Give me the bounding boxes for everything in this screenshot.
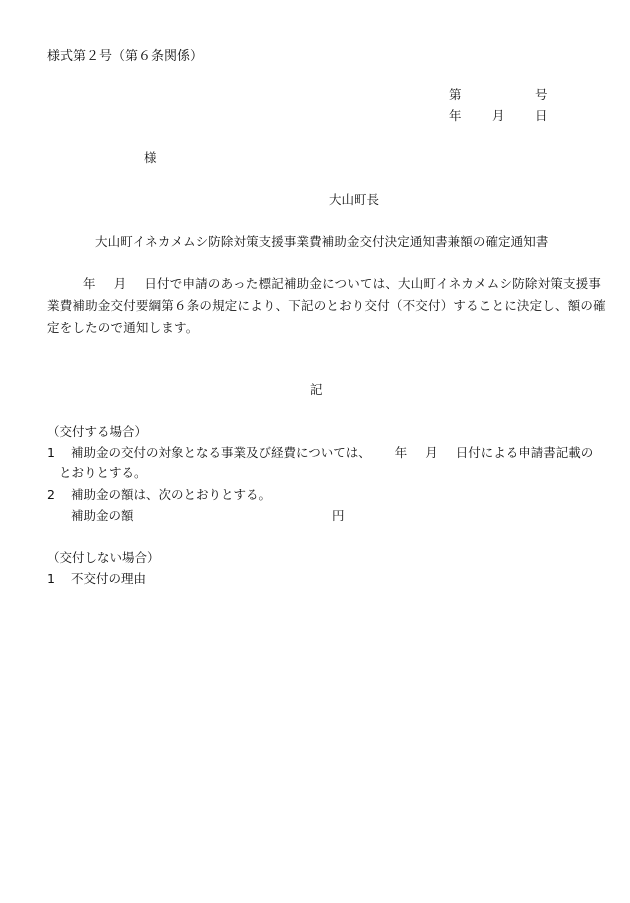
grant-item1-month: 月	[425, 445, 438, 460]
body-line-2: 業費補助金交付要綱第６条の規定により、下記のとおり交付（不交付）することに決定し、額の確	[47, 298, 606, 313]
header-date-month: 月	[492, 108, 505, 123]
nongrant-heading: （交付しない場合）	[47, 550, 160, 565]
body-line-3: 定をしたので通知します。	[47, 320, 199, 335]
grant-item1-year: 年	[394, 445, 408, 460]
amount-unit: 円	[332, 508, 345, 523]
body-date-month: 月	[113, 276, 127, 291]
amount-label: 補助金の額	[71, 508, 134, 523]
grant-item1-rest: 日付による申請書記載の	[455, 445, 594, 460]
form-number: 様式第２号（第６条関係）	[47, 49, 204, 64]
body-date-year: 年	[83, 276, 96, 291]
addressee-suffix: 様	[144, 150, 157, 165]
grant-item1-continuation: とおりとする。	[59, 465, 147, 480]
doc-title: 大山町イネカメムシ防除対策支援事業費補助金交付決定通知書兼額の確定通知書	[95, 234, 549, 249]
grant-item1-text	[71, 447, 593, 460]
header-date-day: 日	[535, 108, 548, 123]
body-date-rest: 日付で申請のあった標記補助金については、大山町イネカメムシ防除対策支援事	[144, 276, 602, 291]
body-paragraph	[47, 273, 606, 339]
header-number-suffix: 号	[535, 87, 548, 102]
grant-item1-number: 1	[47, 445, 55, 460]
grant-item2-number: 2	[47, 487, 55, 502]
issuer: 大山町長	[329, 192, 380, 207]
nongrant-item1-text: 不交付の理由	[71, 571, 147, 586]
nongrant-item1-number: 1	[47, 571, 55, 586]
header-date-year: 年	[449, 108, 462, 123]
header-number-prefix: 第	[449, 87, 462, 102]
ki-heading: 記	[310, 382, 323, 397]
grant-item1-main: 補助金の交付の対象となる事業及び経費については、	[71, 445, 371, 460]
grant-item2-text: 補助金の額は、次のとおりとする。	[71, 487, 272, 502]
grant-heading: （交付する場合）	[47, 424, 148, 439]
